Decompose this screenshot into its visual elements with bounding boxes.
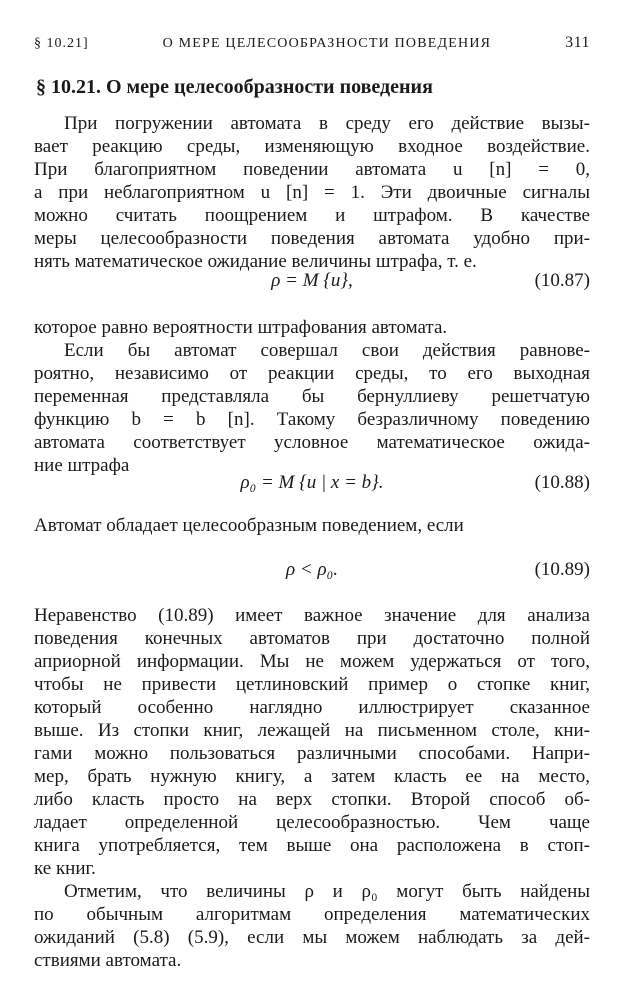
text-line: поведения конечных автоматов при достаточно полной (34, 628, 590, 649)
text-line: либо класть просто на верх стопки. Второй способ об- (34, 789, 590, 810)
text-line: Автомат обладает целесообразным поведением, если (34, 515, 464, 536)
text-line: меры целесообразности поведения автомата удобно при- (34, 228, 590, 249)
text-line: книга употребляется, тем выше она расположена в стоп- (34, 835, 590, 856)
text-line: нять математическое ожидание величины штрафа, т. е. (34, 251, 477, 272)
text-line: ожиданий (5.8) (5.9), если мы можем наблюдать за дей- (34, 927, 590, 948)
page-number: 311 (565, 34, 590, 51)
equation-expression: ρ₀ = M {u | x = b}. (240, 472, 384, 493)
text-line: Отметим, что величины ρ и ρ₀ могут быть найдены (64, 881, 590, 902)
text-line: можно считать поощрением и штрафом. В качестве (34, 205, 590, 226)
text-line: ке книг. (34, 858, 96, 879)
text-line: ствиями автомата. (34, 950, 182, 971)
text-line: гами можно пользоваться различными способами. Напри- (34, 743, 590, 764)
header-title: О МЕРЕ ЦЕЛЕСООБРАЗНОСТИ ПОВЕДЕНИЯ (162, 36, 492, 51)
equation-number: (10.88) (534, 472, 590, 493)
text-line: функцию b = b [n]. Такому безразличному поведению (34, 409, 590, 430)
text-line: ладает определенной целесообразностью. Чем чаще (34, 812, 590, 833)
paragraph-4 (34, 514, 590, 537)
text-line: роятно, независимо от реакции среды, то его выходная (34, 363, 590, 384)
equation-10-89 (34, 559, 590, 583)
text-line: При погружении автомата в среду его действие вызы- (64, 113, 590, 134)
paragraph-2 (34, 316, 590, 339)
equation-expression: ρ = M {u}, (271, 270, 353, 291)
text-line: по обычным алгоритмам определения математических (34, 904, 590, 925)
text-line: автомата соответствует условное математическое ожида- (34, 432, 590, 453)
equation-10-88 (34, 472, 590, 496)
text-line: При благоприятном поведении автомата u [n] = 0, (34, 159, 590, 180)
equation-expression: ρ < ρ₀. (286, 559, 338, 580)
text-line: который особенно наглядно иллюстрирует сказанное (34, 697, 590, 718)
text-line: переменная представляла бы бернуллиеву решетчатую (34, 386, 590, 407)
header-section-ref: § 10.21] (34, 36, 89, 51)
text-line: а при неблагоприятном u [n] = 1. Эти двоичные сигналы (34, 182, 590, 203)
equation-10-87 (34, 270, 590, 294)
text-line: чтобы не привести цетлиновский пример о стопке книг, (34, 674, 590, 695)
paragraph-3 (34, 339, 590, 477)
paragraph-6 (34, 880, 590, 972)
equation-number: (10.87) (534, 270, 590, 291)
text-line: ние штрафа (34, 455, 130, 476)
text-line: выше. Из стопки книг, лежащей на письменном столе, кни- (34, 720, 590, 741)
equation-number: (10.89) (534, 559, 590, 580)
text-line: априорной информации. Мы не можем удержаться от того, (34, 651, 590, 672)
paragraph-1 (34, 112, 590, 273)
running-header (34, 34, 590, 52)
text-line: Если бы автомат совершал свои действия равнове- (64, 340, 590, 361)
paragraph-5 (34, 604, 590, 880)
section-heading: § 10.21. О мере целесообразности поведения (36, 76, 433, 98)
text-line: вает реакцию среды, изменяющую входное воздействие. (34, 136, 590, 157)
text-line: которое равно вероятности штрафования автомата. (34, 317, 448, 338)
text-line: мер, брать нужную книгу, а затем класть ее на место, (34, 766, 590, 787)
text-line: Неравенство (10.89) имеет важное значение для анализа (34, 605, 590, 626)
